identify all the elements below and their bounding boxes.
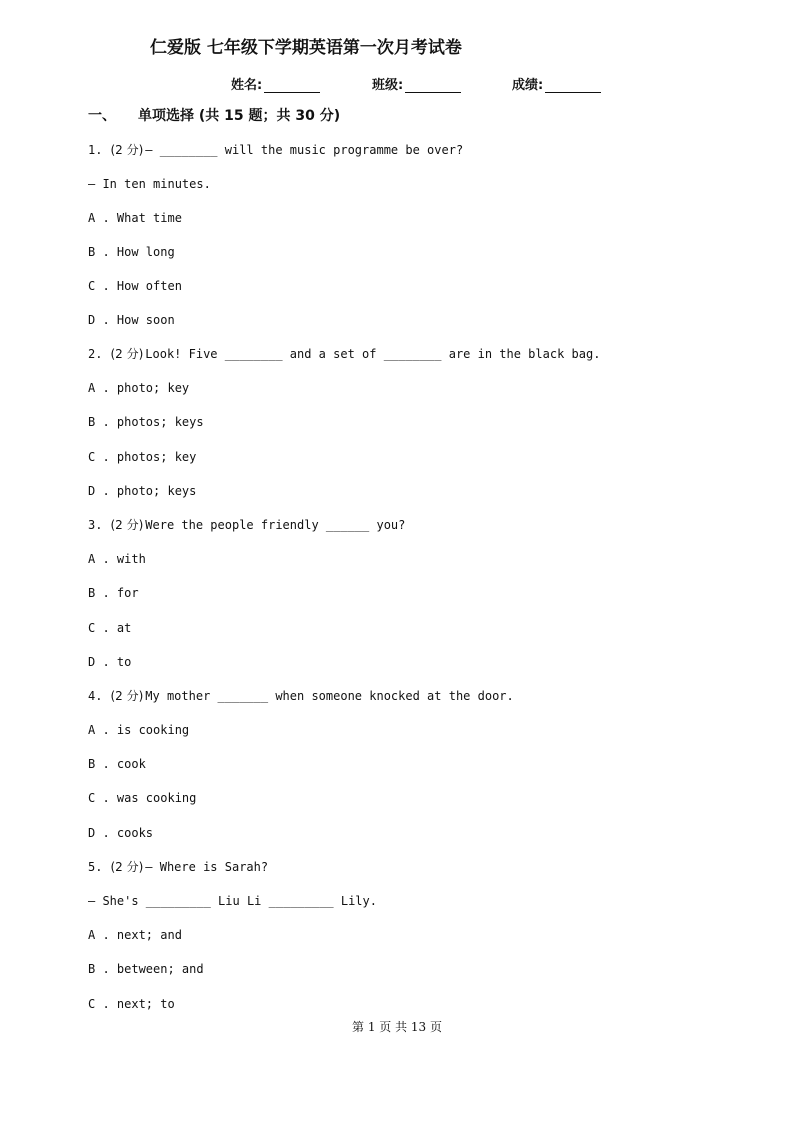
question-3-stem (88, 517, 405, 533)
question-1-stem (88, 142, 463, 158)
question-score: (2 分) (110, 518, 144, 532)
question-text: — ________ will the music programme be over? (145, 143, 464, 157)
question-3-option-d[interactable]: D . to (88, 655, 132, 669)
question-5-option-b[interactable]: B . between; and (88, 962, 204, 976)
score-field (512, 74, 601, 93)
section-heading (88, 105, 340, 125)
name-blank[interactable] (264, 78, 320, 93)
question-5-option-c[interactable]: C . next; to (88, 997, 175, 1011)
question-score: (2 分) (110, 143, 144, 157)
question-number: 1. (88, 143, 103, 157)
score-label: 成绩: (512, 78, 544, 93)
question-1-option-a[interactable]: A . What time (88, 211, 182, 225)
question-text: Were the people friendly ______ you? (145, 518, 406, 532)
section-title: 单项选择 (共 15 题；共 30 分) (138, 108, 341, 124)
name-field (231, 74, 320, 93)
question-3-option-b[interactable]: B . for (88, 586, 139, 600)
student-info (0, 74, 794, 94)
question-score: (2 分) (110, 347, 144, 361)
question-score: (2 分) (110, 689, 144, 703)
question-2-option-c[interactable]: C . photos; key (88, 450, 197, 464)
question-4-option-a[interactable]: A . is cooking (88, 723, 190, 737)
question-2-option-b[interactable]: B . photos; keys (88, 415, 204, 429)
question-score: (2 分) (110, 860, 144, 874)
question-4-option-b[interactable]: B . cook (88, 757, 146, 771)
question-4-option-c[interactable]: C . was cooking (88, 791, 197, 805)
question-2-option-a[interactable]: A . photo; key (88, 381, 190, 395)
question-number: 2. (88, 347, 103, 361)
question-4-stem (88, 688, 514, 704)
class-field (372, 74, 461, 93)
page-footer: 第 1 页 共 13 页 (352, 1020, 442, 1034)
question-text: Look! Five ________ and a set of ________ are in the black bag. (145, 347, 601, 361)
question-text: My mother _______ when someone knocked at the door. (145, 689, 514, 703)
class-blank[interactable] (405, 78, 461, 93)
name-label: 姓名: (231, 78, 263, 93)
question-number: 4. (88, 689, 103, 703)
question-1-option-d[interactable]: D . How soon (88, 313, 175, 327)
question-5-option-a[interactable]: A . next; and (88, 928, 182, 942)
question-2-option-d[interactable]: D . photo; keys (88, 484, 197, 498)
question-3-option-a[interactable]: A . with (88, 552, 146, 566)
question-number: 5. (88, 860, 103, 874)
question-4-option-d[interactable]: D . cooks (88, 826, 154, 840)
exam-title: 仁爱版 七年级下学期英语第一次月考试卷 (150, 38, 462, 58)
question-1-line-2: — In ten minutes. (88, 177, 211, 191)
question-3-option-c[interactable]: C . at (88, 621, 132, 635)
question-2-stem (88, 346, 600, 362)
score-blank[interactable] (545, 78, 601, 93)
class-label: 班级: (372, 78, 404, 93)
question-5-stem (88, 859, 268, 875)
question-1-option-c[interactable]: C . How often (88, 279, 182, 293)
question-1-option-b[interactable]: B . How long (88, 245, 175, 259)
section-number: 一、 (88, 108, 116, 124)
question-number: 3. (88, 518, 103, 532)
question-text: — Where is Sarah? (145, 860, 269, 874)
question-5-line-2: — She's _________ Liu Li _________ Lily. (88, 894, 377, 908)
